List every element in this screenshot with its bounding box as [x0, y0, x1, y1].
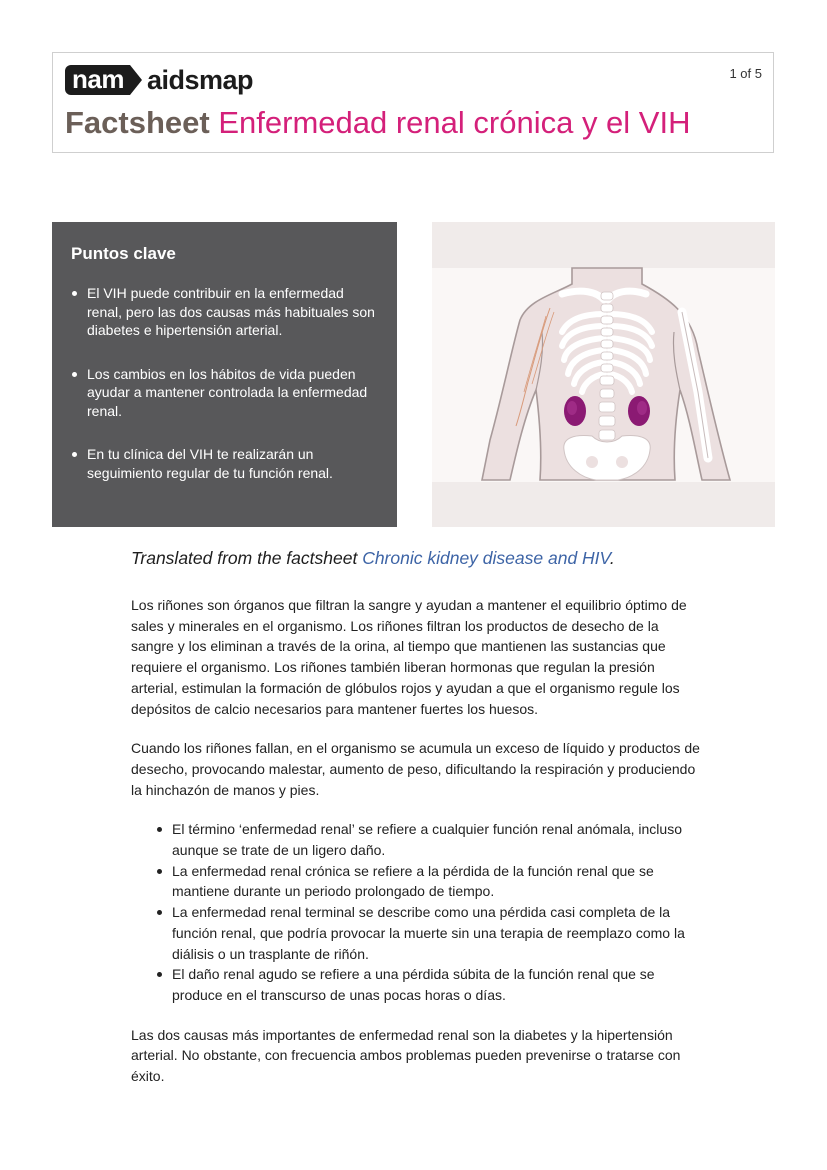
nam-aidsmap-logo[interactable] — [65, 64, 253, 96]
definition-item: El término ‘enfermedad renal’ se refiere a cualquier función renal anómala, incluso aunque se trate de un ligero daño. — [172, 819, 701, 860]
main-content — [131, 548, 701, 1106]
translated-note — [131, 548, 701, 569]
translated-prefix: Translated from the factsheet — [131, 548, 358, 568]
page-title — [65, 105, 690, 141]
definition-item: La enfermedad renal terminal se describe como una pérdida casi completa de la función renal, que podría provocar la muerte sin una terapia de reemplazo como la diálisis o un trasplante de riñón. — [172, 902, 701, 964]
logo-aidsmap-text: aidsmap — [146, 64, 254, 95]
key-point-item: El VIH puede contribuir en la enfermedad renal, pero las dos causas más habituales son diabetes e hipertensión arterial. — [71, 284, 377, 340]
logo-arrow-icon — [130, 65, 142, 95]
header-box — [52, 52, 774, 153]
paragraph-causes: Las dos causas más importantes de enfermedad renal son la diabetes y la hipertensión arterial. No obstante, con frecuencia ambos problemas pueden prevenirse o tratarse con éxito. — [131, 1026, 681, 1085]
original-factsheet-link[interactable]: Chronic kidney disease and HIV — [362, 548, 610, 568]
definition-item: El daño renal agudo se refiere a una pérdida súbita de la función renal que se produce en el transcurso de unas pocas horas o días. — [172, 964, 701, 1005]
key-point-item: En tu clínica del VIH te realizarán un seguimiento regular de tu función renal. — [71, 445, 377, 482]
torso-kidneys-illustration — [432, 222, 775, 527]
title-main: Enfermedad renal crónica y el VIH — [218, 105, 691, 140]
definitions-list — [131, 819, 701, 1005]
paragraph-kidney-function: Los riñones son órganos que filtran la sangre y ayudan a mantener el equilibrio óptimo de sales y minerales en el organismo. Los riñones filtran los productos de desecho de la sangre y los eliminan a través de la orina, al tiempo que mantienen las sustancias que requiere el organismo. Los riñones también liberan hormonas que regulan la presión arterial, estimulan la formación de glóbulos rojos y ayudan a que el organismo regule los depósitos de calcio necesarios para mantener fuertes los huesos. — [131, 597, 687, 717]
page-indicator: 1 of 5 — [729, 66, 762, 81]
key-points-list — [71, 284, 377, 482]
logo-nam-text: nam — [65, 65, 130, 95]
key-points-heading: Puntos clave — [71, 244, 176, 263]
paragraph-kidney-failure: Cuando los riñones fallan, en el organismo se acumula un exceso de líquido y productos de desecho, provocando malestar, aumento de peso, dificultando la respiración y produciendo la hinchazón de manos y pies. — [131, 740, 700, 798]
translated-suffix: . — [609, 548, 615, 568]
key-point-item: Los cambios en los hábitos de vida pueden ayudar a mantener controlada la enfermedad renal. — [71, 365, 377, 421]
title-prefix: Factsheet — [65, 105, 210, 140]
key-points-box — [52, 222, 397, 527]
definition-item: La enfermedad renal crónica se refiere a la pérdida de la función renal que se mantiene durante un periodo prolongado de tiempo. — [172, 861, 701, 902]
